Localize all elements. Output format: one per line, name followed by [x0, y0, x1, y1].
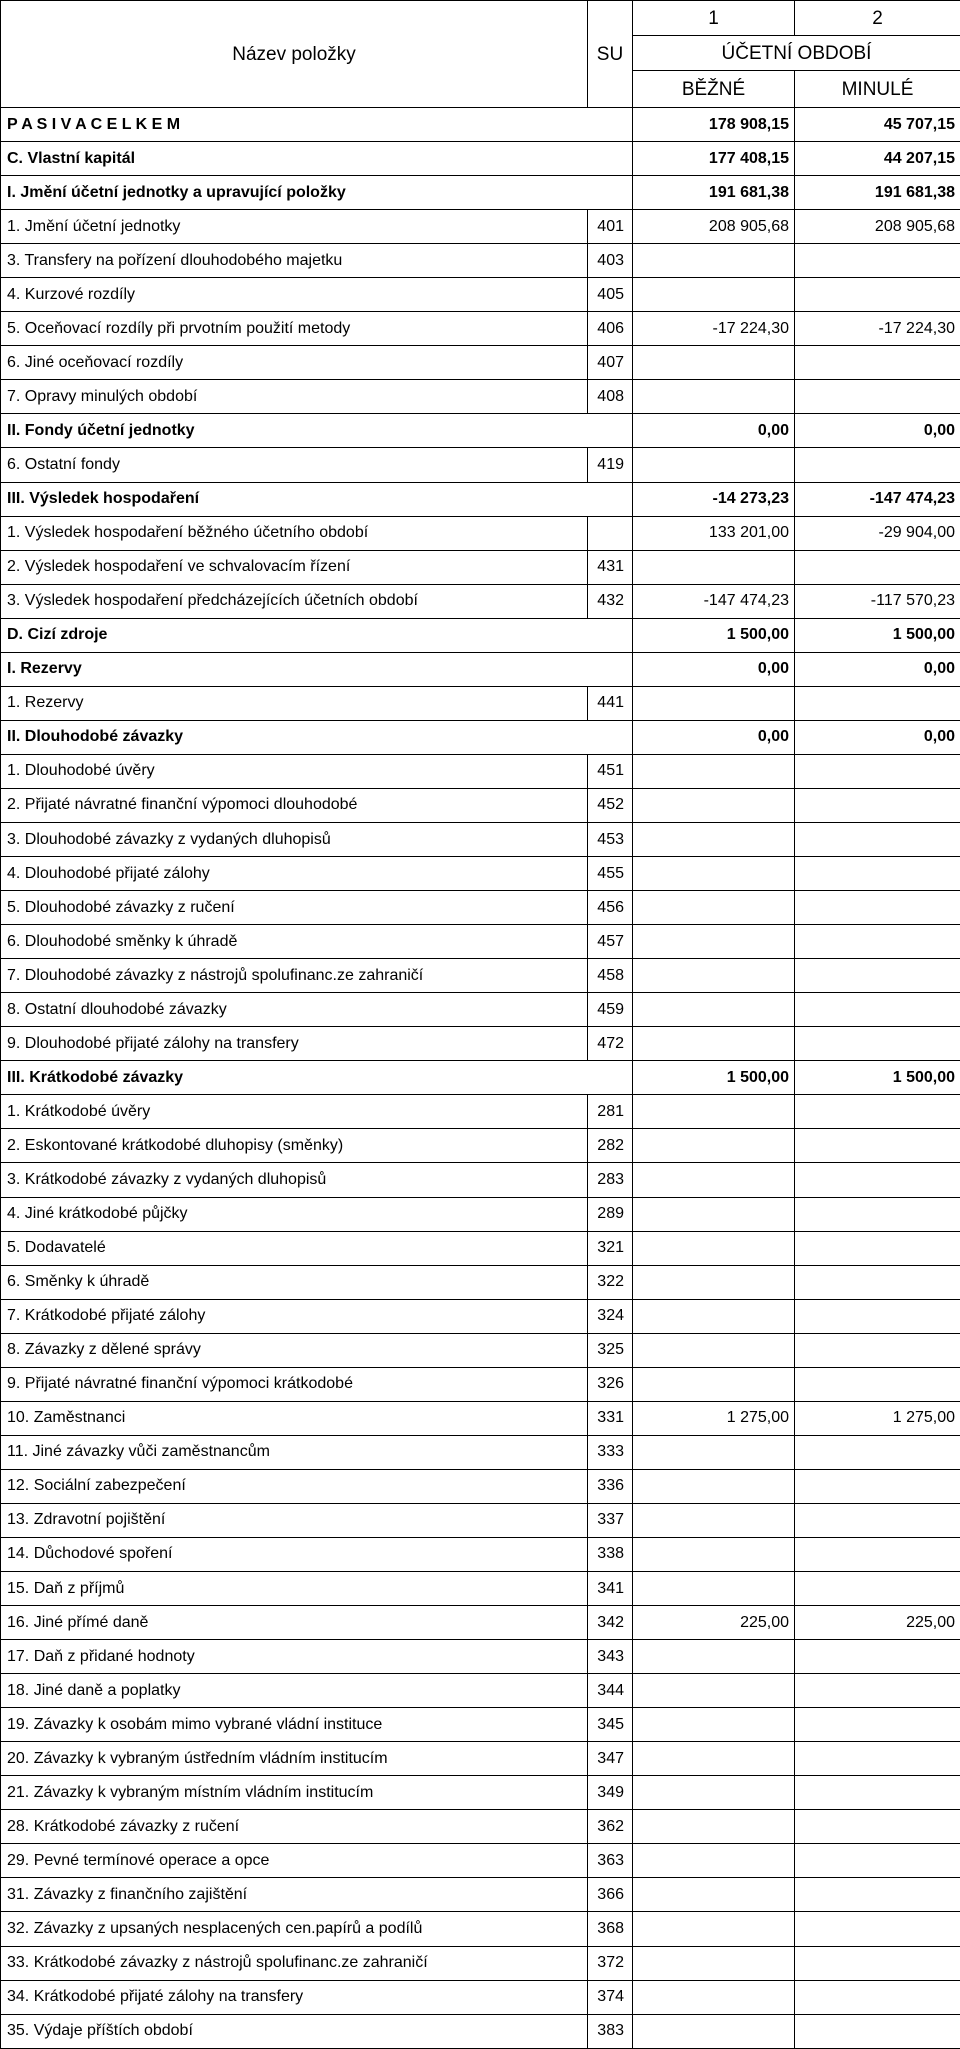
- table-row: [1, 822, 960, 856]
- row-label: 6. Dlouhodobé směnky k úhradě: [1, 925, 588, 959]
- row-label: 15. Daň z příjmů: [1, 1572, 588, 1606]
- row-label: I. Jmění účetní jednotky a upravující položky: [1, 176, 588, 210]
- row-su-code: 344: [588, 1674, 633, 1708]
- row-label: 19. Závazky k osobám mimo vybrané vládní instituce: [1, 1708, 588, 1742]
- table-row: [1, 1708, 960, 1742]
- row-value-previous: [795, 1367, 960, 1401]
- row-value-current: [633, 1776, 795, 1810]
- row-su-code: [588, 108, 633, 142]
- row-value-previous: -117 570,23: [795, 584, 960, 618]
- row-value-previous: [795, 448, 960, 482]
- row-su-code: [588, 652, 633, 686]
- row-value-current: [633, 1231, 795, 1265]
- row-value-current: [633, 1265, 795, 1299]
- row-label: 9. Přijaté návratné finanční výpomoci krátkodobé: [1, 1367, 588, 1401]
- row-value-current: [633, 1742, 795, 1776]
- row-label: 29. Pevné termínové operace a opce: [1, 1844, 588, 1878]
- row-su-code: 459: [588, 993, 633, 1027]
- row-value-previous: [795, 1469, 960, 1503]
- row-su-code: 336: [588, 1469, 633, 1503]
- row-value-previous: [795, 1435, 960, 1469]
- row-value-current: [633, 244, 795, 278]
- row-su-code: 289: [588, 1197, 633, 1231]
- row-value-previous: [795, 1640, 960, 1674]
- row-value-current: [633, 1674, 795, 1708]
- row-value-current: 1 275,00: [633, 1401, 795, 1435]
- row-su-code: 322: [588, 1265, 633, 1299]
- row-su-code: 366: [588, 1878, 633, 1912]
- row-value-previous: [795, 550, 960, 584]
- row-label: 6. Ostatní fondy: [1, 448, 588, 482]
- row-value-current: -147 474,23: [633, 584, 795, 618]
- row-value-current: [633, 1333, 795, 1367]
- row-su-code: 341: [588, 1572, 633, 1606]
- row-su-code: 363: [588, 1844, 633, 1878]
- table-row: [1, 312, 960, 346]
- row-value-current: [633, 891, 795, 925]
- row-value-previous: [795, 686, 960, 720]
- row-label: 17. Daň z přidané hodnoty: [1, 1640, 588, 1674]
- table-row: [1, 482, 960, 516]
- row-label: 7. Dlouhodobé závazky z nástrojů spolufinanc.ze zahraničí: [1, 959, 588, 993]
- row-value-previous: 208 905,68: [795, 210, 960, 244]
- table-row: [1, 1197, 960, 1231]
- table-row: [1, 1435, 960, 1469]
- row-value-current: [633, 1537, 795, 1571]
- row-value-previous: [795, 1810, 960, 1844]
- row-su-code: 331: [588, 1401, 633, 1435]
- row-label: 3. Transfery na pořízení dlouhodobého majetku: [1, 244, 588, 278]
- table-row: [1, 1469, 960, 1503]
- row-su-code: 283: [588, 1163, 633, 1197]
- row-value-current: [633, 1095, 795, 1129]
- row-value-current: -17 224,30: [633, 312, 795, 346]
- row-su-code: 408: [588, 380, 633, 414]
- table-row: [1, 244, 960, 278]
- row-label: 13. Zdravotní pojištění: [1, 1503, 588, 1537]
- row-value-current: [633, 2014, 795, 2048]
- row-value-previous: 225,00: [795, 1606, 960, 1640]
- table-row: [1, 1810, 960, 1844]
- table-row: [1, 380, 960, 414]
- row-su-code: 431: [588, 550, 633, 584]
- row-value-previous: [795, 822, 960, 856]
- table-row: [1, 1776, 960, 1810]
- row-label: 5. Dlouhodobé závazky z ručení: [1, 891, 588, 925]
- row-su-code: 401: [588, 210, 633, 244]
- column-number-2: 2: [795, 1, 960, 36]
- row-value-previous: [795, 1163, 960, 1197]
- row-su-code: 407: [588, 346, 633, 380]
- row-value-current: 208 905,68: [633, 210, 795, 244]
- row-value-previous: [795, 1980, 960, 2014]
- row-value-current: 191 681,38: [633, 176, 795, 210]
- row-label: 6. Směnky k úhradě: [1, 1265, 588, 1299]
- row-value-current: [633, 1197, 795, 1231]
- row-value-previous: 1 500,00: [795, 618, 960, 652]
- row-label: 3. Výsledek hospodaření předcházejících účetních období: [1, 584, 588, 618]
- row-label: III. Výsledek hospodaření: [1, 482, 588, 516]
- table-row: [1, 1129, 960, 1163]
- row-value-previous: [795, 925, 960, 959]
- row-label: 7. Krátkodobé přijaté zálohy: [1, 1299, 588, 1333]
- row-label: 21. Závazky k vybraným místním vládním institucím: [1, 1776, 588, 1810]
- row-label: 10. Zaměstnanci: [1, 1401, 588, 1435]
- table-row: [1, 1367, 960, 1401]
- row-label: P A S I V A C E L K E M: [1, 108, 588, 142]
- table-row: [1, 1163, 960, 1197]
- table-row: [1, 720, 960, 754]
- row-value-current: [633, 1163, 795, 1197]
- table-row: [1, 959, 960, 993]
- row-label: 8. Ostatní dlouhodobé závazky: [1, 993, 588, 1027]
- table-row: [1, 210, 960, 244]
- row-value-current: [633, 1129, 795, 1163]
- row-label: 16. Jiné přímé daně: [1, 1606, 588, 1640]
- row-su-code: 472: [588, 1027, 633, 1061]
- table-row: [1, 652, 960, 686]
- table-row: [1, 891, 960, 925]
- table-row: [1, 857, 960, 891]
- row-label: 20. Závazky k vybraným ústředním vládním institucím: [1, 1742, 588, 1776]
- row-value-previous: [795, 244, 960, 278]
- row-value-previous: 0,00: [795, 414, 960, 448]
- row-value-current: 0,00: [633, 414, 795, 448]
- table-row: [1, 1299, 960, 1333]
- row-value-current: [633, 754, 795, 788]
- row-value-current: [633, 1878, 795, 1912]
- table-row: [1, 1742, 960, 1776]
- row-su-code: 282: [588, 1129, 633, 1163]
- table-row: [1, 176, 960, 210]
- row-label: 6. Jiné oceňovací rozdíly: [1, 346, 588, 380]
- row-value-current: [633, 1708, 795, 1742]
- row-su-code: 337: [588, 1503, 633, 1537]
- row-value-current: 0,00: [633, 652, 795, 686]
- row-value-current: [633, 1912, 795, 1946]
- column-header-su: SU: [588, 1, 633, 108]
- row-value-previous: [795, 1946, 960, 1980]
- row-value-previous: [795, 857, 960, 891]
- table-row: [1, 788, 960, 822]
- row-su-code: 342: [588, 1606, 633, 1640]
- row-value-previous: 44 207,15: [795, 142, 960, 176]
- row-su-code: 452: [588, 788, 633, 822]
- row-value-previous: -147 474,23: [795, 482, 960, 516]
- row-label: 4. Dlouhodobé přijaté zálohy: [1, 857, 588, 891]
- row-su-code: 325: [588, 1333, 633, 1367]
- row-value-current: [633, 278, 795, 312]
- row-su-code: 372: [588, 1946, 633, 1980]
- row-value-current: 133 201,00: [633, 516, 795, 550]
- table-row: [1, 993, 960, 1027]
- row-label: 28. Krátkodobé závazky z ručení: [1, 1810, 588, 1844]
- row-value-previous: [795, 959, 960, 993]
- row-su-code: 405: [588, 278, 633, 312]
- row-value-current: [633, 1435, 795, 1469]
- row-value-previous: -17 224,30: [795, 312, 960, 346]
- row-value-current: 1 500,00: [633, 618, 795, 652]
- table-row: [1, 1095, 960, 1129]
- row-value-previous: [795, 1844, 960, 1878]
- row-label: 18. Jiné daně a poplatky: [1, 1674, 588, 1708]
- row-label: 31. Závazky z finančního zajištění: [1, 1878, 588, 1912]
- row-su-code: 457: [588, 925, 633, 959]
- row-value-previous: [795, 1776, 960, 1810]
- row-value-previous: [795, 1674, 960, 1708]
- row-value-previous: [795, 891, 960, 925]
- row-value-current: [633, 550, 795, 584]
- row-value-current: [633, 1946, 795, 1980]
- row-su-code: [588, 176, 633, 210]
- table-row: [1, 1061, 960, 1095]
- row-value-previous: [795, 1503, 960, 1537]
- row-value-previous: [795, 1231, 960, 1265]
- row-value-current: [633, 380, 795, 414]
- row-su-code: 383: [588, 2014, 633, 2048]
- row-su-code: 349: [588, 1776, 633, 1810]
- row-label: 4. Kurzové rozdíly: [1, 278, 588, 312]
- row-su-code: 451: [588, 754, 633, 788]
- table-row: [1, 1946, 960, 1980]
- table-row: [1, 2014, 960, 2048]
- table-row: [1, 1606, 960, 1640]
- row-value-previous: 0,00: [795, 720, 960, 754]
- row-value-previous: [795, 2014, 960, 2048]
- row-value-previous: [795, 1572, 960, 1606]
- row-value-previous: [795, 1537, 960, 1571]
- row-label: III. Krátkodobé závazky: [1, 1061, 588, 1095]
- row-value-previous: [795, 1333, 960, 1367]
- table-row: [1, 278, 960, 312]
- row-label: 1. Výsledek hospodaření běžného účetního období: [1, 516, 588, 550]
- row-value-current: 177 408,15: [633, 142, 795, 176]
- row-su-code: 419: [588, 448, 633, 482]
- row-value-previous: [795, 788, 960, 822]
- row-su-code: 347: [588, 1742, 633, 1776]
- row-value-current: [633, 1299, 795, 1333]
- row-label: D. Cizí zdroje: [1, 618, 588, 652]
- row-su-code: 456: [588, 891, 633, 925]
- row-su-code: 368: [588, 1912, 633, 1946]
- row-label: 1. Rezervy: [1, 686, 588, 720]
- row-label: 3. Krátkodobé závazky z vydaných dluhopisů: [1, 1163, 588, 1197]
- row-su-code: 374: [588, 1980, 633, 2014]
- row-value-previous: [795, 1027, 960, 1061]
- table-row: [1, 618, 960, 652]
- row-label: 33. Krátkodobé závazky z nástrojů spolufinanc.ze zahraničí: [1, 1946, 588, 1980]
- row-label: I. Rezervy: [1, 652, 588, 686]
- row-value-current: [633, 959, 795, 993]
- row-label: 5. Dodavatelé: [1, 1231, 588, 1265]
- row-label: 11. Jiné závazky vůči zaměstnancům: [1, 1435, 588, 1469]
- row-value-previous: [795, 278, 960, 312]
- row-label: 3. Dlouhodobé závazky z vydaných dluhopisů: [1, 822, 588, 856]
- row-value-current: [633, 1810, 795, 1844]
- row-value-current: [633, 857, 795, 891]
- row-su-code: 345: [588, 1708, 633, 1742]
- header-row-numbers: [1, 1, 960, 36]
- row-su-code: [588, 720, 633, 754]
- column-header-current: BĚŽNÉ: [633, 71, 795, 108]
- table-row: [1, 925, 960, 959]
- row-value-current: [633, 1469, 795, 1503]
- row-value-previous: [795, 1912, 960, 1946]
- row-su-code: 458: [588, 959, 633, 993]
- table-row: [1, 1878, 960, 1912]
- column-header-previous: MINULÉ: [795, 71, 960, 108]
- table-row: [1, 1503, 960, 1537]
- row-value-previous: [795, 754, 960, 788]
- row-su-code: [588, 1061, 633, 1095]
- row-value-current: 225,00: [633, 1606, 795, 1640]
- row-label: 34. Krátkodobé přijaté zálohy na transfery: [1, 1980, 588, 2014]
- table-row: [1, 584, 960, 618]
- column-header-name: Název položky: [1, 1, 588, 108]
- row-label: 7. Opravy minulých období: [1, 380, 588, 414]
- row-value-previous: [795, 993, 960, 1027]
- row-label: 2. Eskontované krátkodobé dluhopisy (směnky): [1, 1129, 588, 1163]
- row-su-code: 455: [588, 857, 633, 891]
- row-value-current: [633, 346, 795, 380]
- row-label: 5. Oceňovací rozdíly při prvotním použití metody: [1, 312, 588, 346]
- row-su-code: 362: [588, 1810, 633, 1844]
- row-su-code: 326: [588, 1367, 633, 1401]
- row-label: 9. Dlouhodobé přijaté zálohy na transfery: [1, 1027, 588, 1061]
- row-su-code: 343: [588, 1640, 633, 1674]
- table-row: [1, 1844, 960, 1878]
- row-value-current: [633, 1640, 795, 1674]
- row-value-previous: [795, 1742, 960, 1776]
- row-value-previous: [795, 1878, 960, 1912]
- row-label: 12. Sociální zabezpečení: [1, 1469, 588, 1503]
- table-row: [1, 754, 960, 788]
- table-row: [1, 686, 960, 720]
- row-value-previous: [795, 380, 960, 414]
- table-row: [1, 1980, 960, 2014]
- row-su-code: 333: [588, 1435, 633, 1469]
- row-value-current: [633, 1980, 795, 2014]
- row-value-current: [633, 1572, 795, 1606]
- row-label: 2. Přijaté návratné finanční výpomoci dlouhodobé: [1, 788, 588, 822]
- table-row: [1, 108, 960, 142]
- table-row: [1, 1265, 960, 1299]
- table-row: [1, 1674, 960, 1708]
- row-value-previous: [795, 1299, 960, 1333]
- row-su-code: [588, 618, 633, 652]
- row-value-previous: [795, 346, 960, 380]
- row-value-previous: -29 904,00: [795, 516, 960, 550]
- row-su-code: 321: [588, 1231, 633, 1265]
- row-value-current: 178 908,15: [633, 108, 795, 142]
- row-value-current: [633, 788, 795, 822]
- row-su-code: [588, 414, 633, 448]
- row-value-previous: 45 707,15: [795, 108, 960, 142]
- row-label: 4. Jiné krátkodobé půjčky: [1, 1197, 588, 1231]
- row-value-previous: 1 500,00: [795, 1061, 960, 1095]
- row-label: II. Dlouhodobé závazky: [1, 720, 588, 754]
- table-row: [1, 550, 960, 584]
- column-header-period: ÚČETNÍ OBDOBÍ: [633, 36, 960, 71]
- row-value-current: [633, 925, 795, 959]
- row-label: 2. Výsledek hospodaření ve schvalovacím řízení: [1, 550, 588, 584]
- row-su-code: 441: [588, 686, 633, 720]
- table-row: [1, 1537, 960, 1571]
- table-row: [1, 346, 960, 380]
- table-row: [1, 1027, 960, 1061]
- table-row: [1, 516, 960, 550]
- row-value-previous: [795, 1095, 960, 1129]
- table-row: [1, 1640, 960, 1674]
- row-su-code: 324: [588, 1299, 633, 1333]
- table-body: [1, 1, 960, 2049]
- row-label: 8. Závazky z dělené správy: [1, 1333, 588, 1367]
- row-label: II. Fondy účetní jednotky: [1, 414, 588, 448]
- row-value-previous: 1 275,00: [795, 1401, 960, 1435]
- table-row: [1, 414, 960, 448]
- column-number-1: 1: [633, 1, 795, 36]
- row-value-current: [633, 1367, 795, 1401]
- row-value-current: [633, 1503, 795, 1537]
- row-value-current: [633, 822, 795, 856]
- row-su-code: [588, 142, 633, 176]
- row-value-current: [633, 448, 795, 482]
- row-value-current: 1 500,00: [633, 1061, 795, 1095]
- row-value-previous: 0,00: [795, 652, 960, 686]
- row-label: 1. Jmění účetní jednotky: [1, 210, 588, 244]
- row-value-previous: [795, 1265, 960, 1299]
- table-row: [1, 1572, 960, 1606]
- row-value-current: [633, 686, 795, 720]
- row-value-current: -14 273,23: [633, 482, 795, 516]
- row-su-code: [588, 516, 633, 550]
- row-su-code: [588, 482, 633, 516]
- row-value-current: [633, 1027, 795, 1061]
- row-su-code: 432: [588, 584, 633, 618]
- row-label: C. Vlastní kapitál: [1, 142, 588, 176]
- row-su-code: 338: [588, 1537, 633, 1571]
- row-value-previous: 191 681,38: [795, 176, 960, 210]
- row-label: 1. Krátkodobé úvěry: [1, 1095, 588, 1129]
- row-su-code: 406: [588, 312, 633, 346]
- row-value-previous: [795, 1129, 960, 1163]
- row-su-code: 403: [588, 244, 633, 278]
- row-value-previous: [795, 1708, 960, 1742]
- row-su-code: 281: [588, 1095, 633, 1129]
- table-row: [1, 142, 960, 176]
- row-su-code: 453: [588, 822, 633, 856]
- row-label: 35. Výdaje příštích období: [1, 2014, 588, 2048]
- row-value-previous: [795, 1197, 960, 1231]
- row-label: 32. Závazky z upsaných nesplacených cen.papírů a podílů: [1, 1912, 588, 1946]
- row-label: 1. Dlouhodobé úvěry: [1, 754, 588, 788]
- table-row: [1, 448, 960, 482]
- table-row: [1, 1231, 960, 1265]
- row-value-current: [633, 1844, 795, 1878]
- row-label: 14. Důchodové spoření: [1, 1537, 588, 1571]
- table-row: [1, 1912, 960, 1946]
- table-row: [1, 1401, 960, 1435]
- row-value-current: 0,00: [633, 720, 795, 754]
- row-value-current: [633, 993, 795, 1027]
- table-row: [1, 1333, 960, 1367]
